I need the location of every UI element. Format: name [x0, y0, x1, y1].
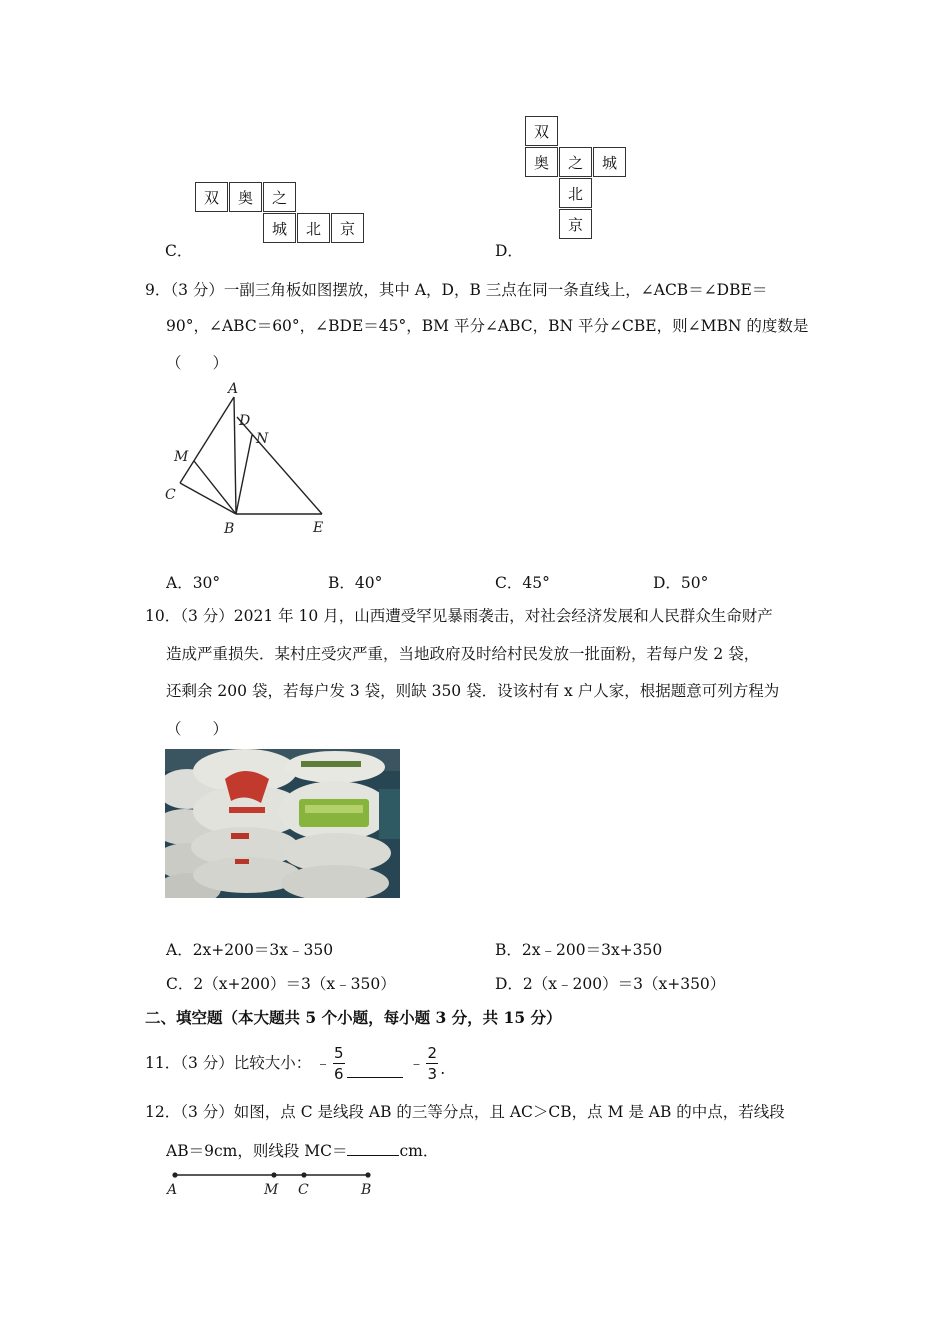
q11-frac2-sign: ﹣	[408, 1054, 425, 1072]
seg-label-b: B	[361, 1182, 372, 1198]
q11-line	[145, 1042, 445, 1084]
q9-line-3: （ ）	[166, 354, 229, 372]
net-d-cell-4: 城	[593, 147, 626, 177]
q11-frac1-num: 5	[334, 1043, 344, 1062]
net-c-cell-4: 城	[263, 213, 296, 243]
q9-option-b[interactable]: B．40°	[328, 574, 383, 592]
q10-line-2: 造成严重损失．某村庄受灾严重，当地政府及时给村民发放一批面粉，若每户发 2 袋，	[166, 645, 760, 663]
q10-option-a[interactable]: A．2x+200＝3x﹣350	[166, 941, 334, 959]
q9-option-c[interactable]: C．45°	[495, 574, 550, 592]
flour-bags-photo	[165, 749, 400, 898]
q12-line-1: 12．（3 分）如图，点 C 是线段 AB 的三等分点，且 AC＞CB，点 M 是 AB 的中点，若线段	[145, 1103, 785, 1121]
q11-end: .	[440, 1060, 446, 1078]
q12-line-2-start: AB＝9cm，则线段 MC＝	[166, 1142, 348, 1160]
q11-frac2-num: 2	[427, 1043, 438, 1062]
section-2-title: 二、填空题（本大题共 5 个小题，每小题 3 分，共 15 分）	[145, 1008, 562, 1027]
fig-label-b: B	[224, 521, 235, 537]
net-c-cell-3: 之	[263, 182, 296, 212]
q11-fraction-1	[333, 1045, 345, 1082]
net-d-cell-6: 京	[559, 209, 592, 239]
q10-option-c[interactable]: C．2（x+200）＝3（x﹣350）	[166, 975, 396, 993]
net-d-cell-1: 双	[525, 116, 558, 146]
net-c-cell-6: 京	[331, 213, 364, 243]
q11-frac2-den: 3	[427, 1064, 438, 1083]
seg-label-c: C	[298, 1182, 309, 1198]
q9-triangle-figure	[160, 375, 340, 540]
net-c-cell-2: 奥	[229, 182, 262, 212]
q10-option-b[interactable]: B．2x﹣200＝3x+350	[495, 941, 663, 959]
q12-answer-blank[interactable]	[347, 1140, 399, 1156]
q11-frac1-sign: ﹣	[315, 1054, 331, 1072]
fig-label-c: C	[165, 487, 176, 503]
net-d-cell-5: 北	[559, 178, 592, 208]
q10-line-1: 10．（3 分）2021 年 10 月，山西遭受罕见暴雨袭击，对社会经济发展和人民群众生命财产	[145, 607, 773, 625]
q11-prefix: 11．（3 分）比较大小：	[145, 1054, 312, 1072]
q11-frac1-den: 6	[334, 1064, 344, 1083]
q9-option-a[interactable]: A．30°	[166, 574, 221, 592]
q10-line-3: 还剩余 200 袋，若每户发 3 袋，则缺 350 袋．设该村有 x 户人家，根据题意可列方程为	[166, 682, 780, 700]
seg-label-m: M	[264, 1182, 279, 1198]
q12-line-2	[166, 1140, 438, 1161]
q10-option-d[interactable]: D．2（x﹣200）＝3（x+350）	[495, 975, 726, 993]
fig-label-a: A	[228, 381, 239, 397]
seg-label-a: A	[167, 1182, 178, 1198]
net-d-cell-3: 之	[559, 147, 592, 177]
q12-line-2-end: cm．	[399, 1142, 439, 1160]
q11-answer-blank[interactable]	[347, 1062, 403, 1078]
net-c-cell-1: 双	[195, 182, 228, 212]
q9-line-1: 9．（3 分）一副三角板如图摆放，其中 A，D，B 三点在同一条直线上，∠ACB＝∠DBE＝	[145, 281, 768, 299]
fig-label-m: M	[174, 449, 189, 465]
net-d-cell-2: 奥	[525, 147, 558, 177]
q10-line-4: （ ）	[166, 720, 229, 738]
fig-label-n: N	[256, 431, 269, 447]
q11-fraction-2	[426, 1045, 438, 1082]
net-c-cell-5: 北	[297, 213, 330, 243]
fig-label-e: E	[313, 520, 324, 536]
q9-line-2: 90°，∠ABC＝60°，∠BDE＝45°，BM 平分∠ABC，BN 平分∠CBE，则∠MBN 的度数是	[166, 317, 809, 335]
q9-option-d[interactable]: D．50°	[653, 574, 709, 592]
q12-segment-figure	[160, 1166, 390, 1202]
fig-label-d: D	[239, 413, 251, 429]
q8-option-c-label: C．	[165, 242, 193, 260]
q8-option-d-label: D．	[495, 242, 523, 260]
